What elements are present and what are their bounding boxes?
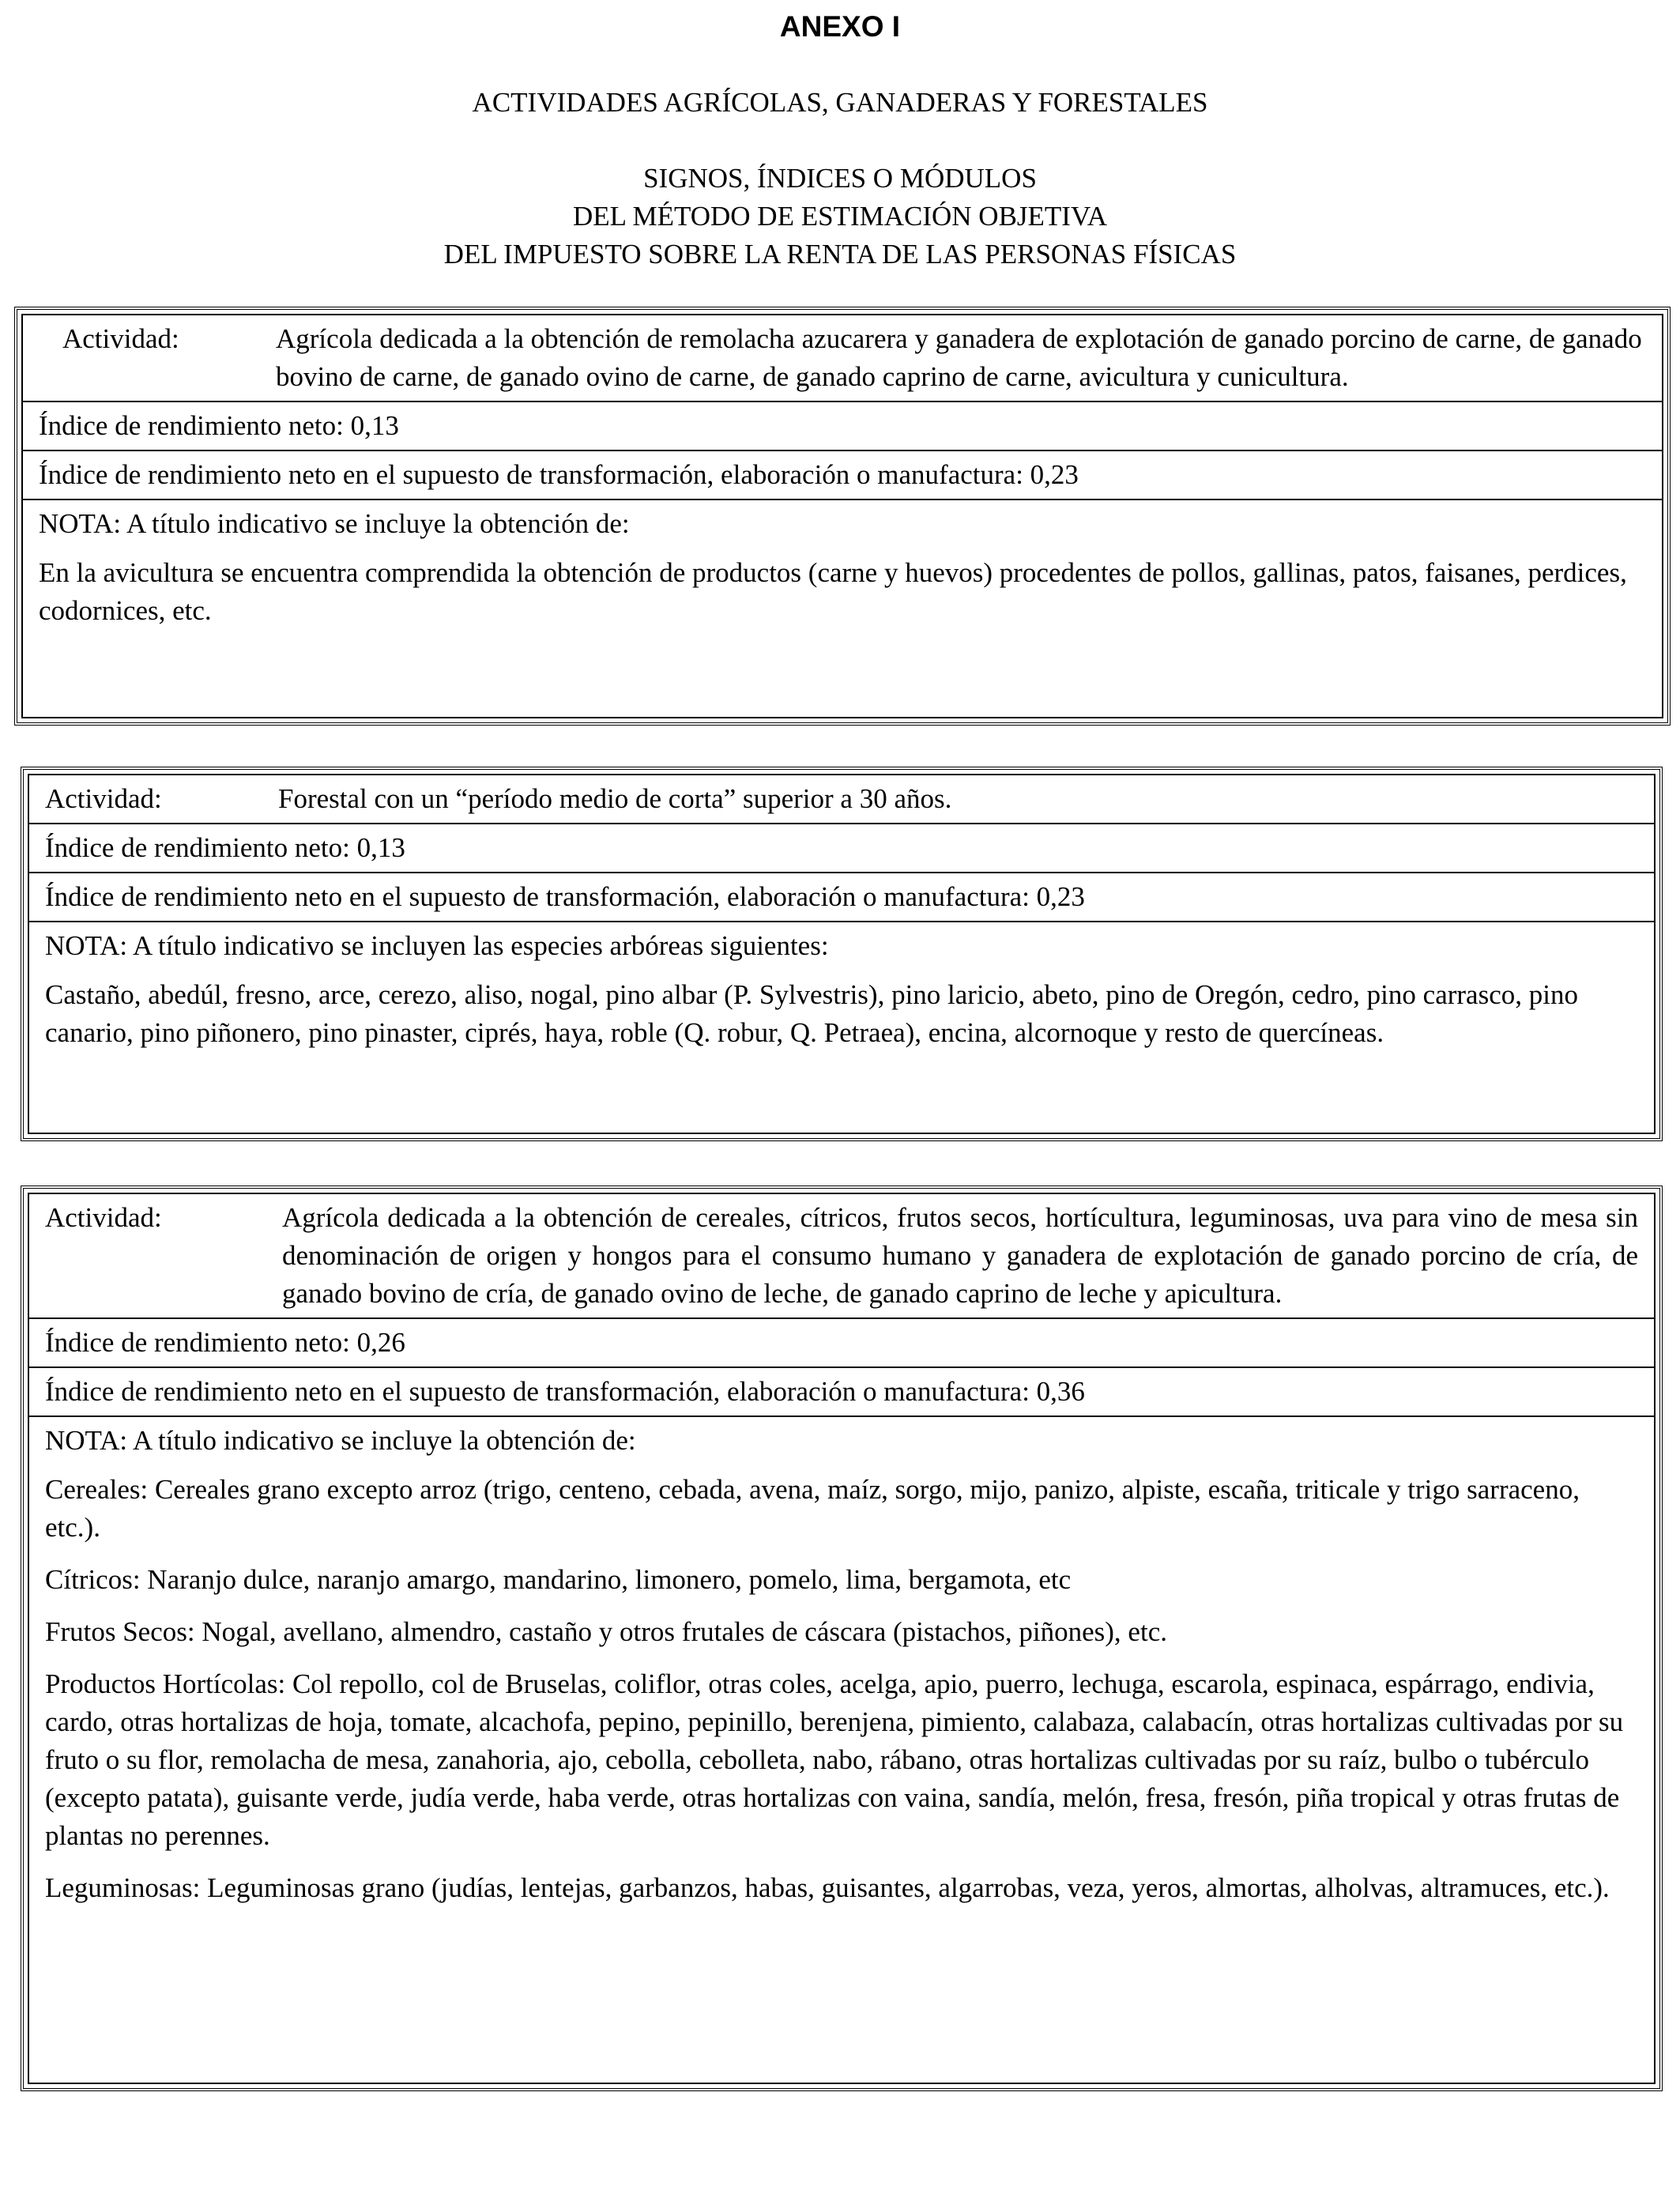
- subtitle-line-1: SIGNOS, ÍNDICES O MÓDULOS: [643, 163, 1037, 194]
- activity-box-3: [21, 1186, 1663, 2091]
- annex-title: ANEXO I: [779, 10, 901, 43]
- net-yield-index-transformation: Índice de rendimiento neto en el supuesto de transformación, elaboración o manufactura: 0,36: [29, 1367, 1654, 1416]
- activity-row: [23, 315, 1662, 401]
- activity-description: Agrícola dedicada a la obtención de cereales, cítricos, frutos secos, hortícultura, leguminosas, uva para vino de mesa sin denominación de origen y hongos para el consumo humano y ganadera de explotación de ganado porcino de cría, de ganado bovino de cría, de ganado ovino de leche, de ganado caprino de leche y apicultura.: [282, 1202, 1638, 1309]
- net-yield-index: Índice de rendimiento neto: 0,26: [29, 1318, 1654, 1367]
- note-heading: NOTA: A título indicativo se incluye la obtención de:: [39, 508, 630, 539]
- activity-label: Actividad:: [45, 1202, 162, 1233]
- activity-label: Actividad:: [62, 323, 179, 354]
- subtitle-line-2: DEL MÉTODO DE ESTIMACIÓN OBJETIVA: [573, 201, 1107, 232]
- note-paragraph: Castaño, abedúl, fresno, arce, cerezo, aliso, nogal, pino albar (P. Sylvestris), pino laricio, abeto, pino de Oregón, cedro, pino carrasco, pino canario, pino piñonero, pino pinaster, ciprés, haya, roble (Q. robur, Q. Petraea), encina, alcornoque y resto de quercíneas.: [45, 979, 1578, 1048]
- note-paragraph-frutos-secos: Frutos Secos: Nogal, avellano, almendro, castaño y otros frutales de cáscara (pistachos, piñones), etc.: [45, 1616, 1167, 1647]
- note-heading: NOTA: A título indicativo se incluye la obtención de:: [45, 1425, 636, 1456]
- note-heading: NOTA: A título indicativo se incluyen las especies arbóreas siguientes:: [45, 930, 829, 961]
- subtitle-line-3: DEL IMPUESTO SOBRE LA RENTA DE LAS PERSONAS FÍSICAS: [443, 239, 1237, 270]
- net-yield-index: Índice de rendimiento neto: 0,13: [29, 823, 1654, 872]
- activity-box-1: [14, 307, 1671, 726]
- activity-label: Actividad:: [45, 783, 162, 814]
- note-paragraph-leguminosas: Leguminosas: Leguminosas grano (judías, lentejas, garbanzos, habas, guisantes, algarrobas, veza, yeros, almortas, alholvas, altramuces, etc.).: [45, 1872, 1610, 1903]
- activity-description: Agrícola dedicada a la obtención de remolacha azucarera y ganadera de explotación de ganado porcino de carne, de ganado bovino de carne, de ganado ovino de carne, de ganado caprino de carne, avicultura y cunicultura.: [276, 323, 1642, 392]
- activity-row: [29, 775, 1654, 823]
- note-row: [23, 499, 1662, 649]
- note-row: [29, 921, 1654, 1071]
- net-yield-index: Índice de rendimiento neto: 0,13: [23, 401, 1662, 450]
- note-paragraph: En la avicultura se encuentra comprendida la obtención de productos (carne y huevos) procedentes de pollos, gallinas, patos, faisanes, perdices, codornices, etc.: [39, 557, 1627, 626]
- note-row: [29, 1416, 1654, 1926]
- note-paragraph-citricos: Cítricos: Naranjo dulce, naranjo amargo, mandarino, limonero, pomelo, lima, bergamota, etc: [45, 1564, 1072, 1595]
- note-paragraph-cereales: Cereales: Cereales grano excepto arroz (trigo, centeno, cebada, avena, maíz, sorgo, mijo, panizo, alpiste, escaña, triticale y trigo sarraceno, etc.).: [45, 1474, 1580, 1543]
- net-yield-index-transformation: Índice de rendimiento neto en el supuesto de transformación, elaboración o manufactura: 0,23: [29, 872, 1654, 921]
- activity-box-2: [21, 767, 1663, 1141]
- note-paragraph-horticolas: Productos Hortícolas: Col repollo, col de Bruselas, coliflor, otras coles, acelga, apio, puerro, lechuga, escarola, espinaca, espárrago, endivia, cardo, otras hortalizas de hoja, tomate, alcachofa, pepino, pepinillo, berenjena, pimiento, calabaza, calabacín, otras hortalizas cultivadas por su fruto o su flor, remolacha de mesa, zanahoria, ajo, cebolla, cebolleta, nabo, rábano, otras hortalizas cultivadas por su raíz, bulbo o tubérculo (excepto patata), guisante verde, judía verde, haba verde, otras hortalizas con vaina, sandía, melón, fresa, fresón, piña tropical y otras frutas de plantas no perennes.: [45, 1668, 1624, 1851]
- activity-row: [29, 1194, 1654, 1318]
- activity-description: Forestal con un “período medio de corta” superior a 30 años.: [278, 783, 952, 814]
- net-yield-index-transformation: Índice de rendimiento neto en el supuesto de transformación, elaboración o manufactura: 0,23: [23, 450, 1662, 499]
- document-title: ACTIVIDADES AGRÍCOLAS, GANADERAS Y FORESTALES: [472, 87, 1208, 118]
